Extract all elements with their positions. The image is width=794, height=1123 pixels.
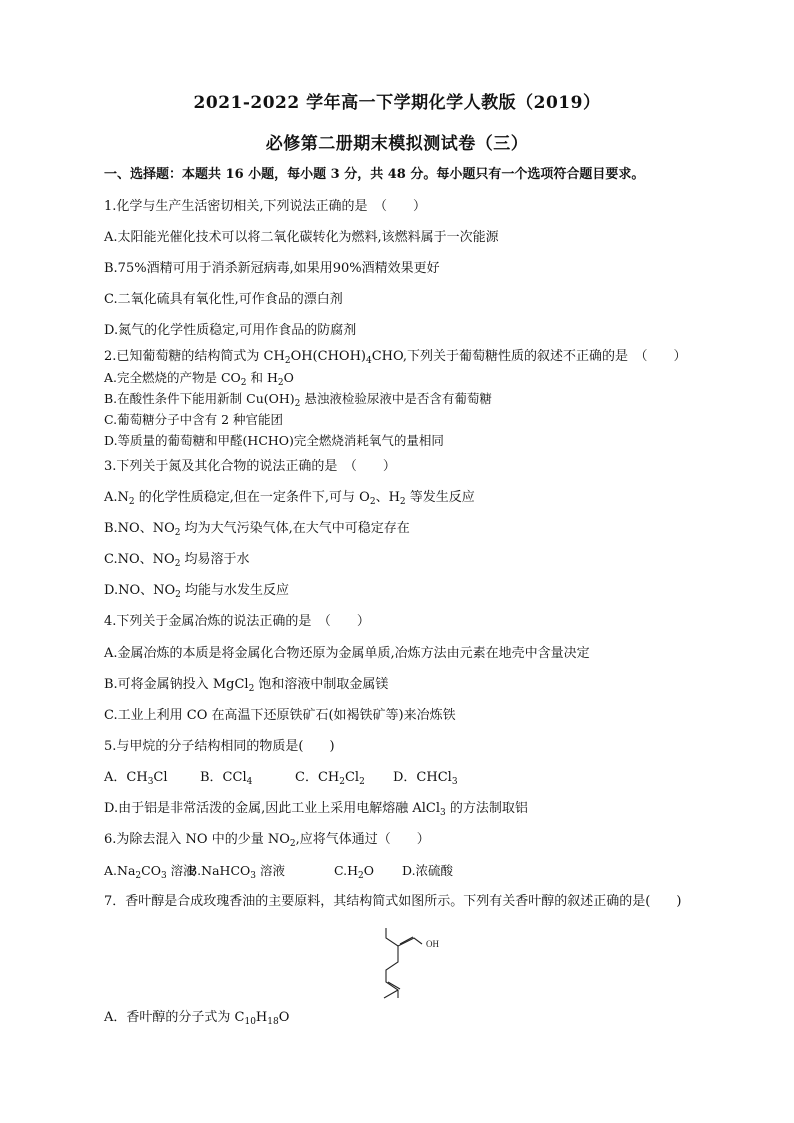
q1-stem: 1.化学与生产生活密切相关,下列说法正确的是 （ ）: [104, 199, 427, 214]
q6-option-d: D.浓硫酸: [402, 863, 454, 878]
q6-option-a: $A.Na_2CO_3$ 溶液: [104, 863, 196, 881]
q7-option-a: A．香叶醇的分子式为 $C_{10}H_{18}O$: [104, 1010, 290, 1027]
q5-option-d: D．CHCl$_3$: [393, 770, 458, 787]
q4-option-b: B.可将金属钠投入 MgCl$_2$ 饱和溶液中制取金属镁: [104, 677, 389, 694]
skeletal-bond-methyl: [384, 990, 398, 998]
q1-option-a: A.太阳能光催化技术可以将二氧化碳转化为燃料,该燃料属于一次能源: [104, 230, 499, 245]
skeletal-bonds-chain: [386, 946, 398, 998]
q3-stem: 3.下列关于氮及其化合物的说法正确的是 （ ）: [104, 459, 396, 474]
q5-option-c: C．$CH_2Cl_2$: [295, 770, 365, 787]
q1-option-b: B.75%酒精可用于消杀新冠病毒,如果用90%酒精效果更好: [104, 261, 440, 276]
q5-options: [104, 770, 458, 786]
q1-option-d: D.氮气的化学性质稳定,可用作食品的防腐剂: [104, 323, 357, 338]
exam-title-line1: 2021-2022 学年高一下学期化学人教版（2019）: [193, 93, 601, 113]
q6-option-c: $C.H_2O$: [334, 863, 374, 881]
q2-option-a: A.完全燃烧的产物是 $CO_2$ 和 $H_2O$: [104, 370, 294, 388]
geraniol-structure-diagram: [370, 922, 450, 1000]
exam-title-line2: 必修第二册期末模拟测试卷（三）: [265, 134, 529, 154]
q6-stem: 6.为除去混入 NO 中的少量 $NO_2$,应将气体通过（ ）: [104, 832, 430, 849]
q4-stem: 4.下列关于金属冶炼的说法正确的是 （ ）: [104, 614, 370, 629]
q6-option-b: B.NaHCO$_3$ 溶液: [188, 863, 285, 881]
q5-option-b: B．CCl$_4$: [200, 770, 253, 787]
q3-option-c: C.NO、$NO_2$ 均易溶于水: [104, 552, 250, 569]
q3-option-b: B.NO、$NO_2$ 均为大气污染气体,在大气中可稳定存在: [104, 521, 410, 538]
q6-options: [104, 863, 453, 879]
q3-option-d: D.NO、$NO_2$ 均能与水发生反应: [104, 583, 290, 600]
q4-option-c: C.工业上利用 CO 在高温下还原铁矿石(如褐铁矿等)来冶炼铁: [104, 708, 456, 723]
q5-stem: 5.与甲烷的分子结构相同的物质是( ): [104, 739, 335, 754]
q7-stem: 7．香叶醇是合成玫瑰香油的主要原料，其结构简式如图所示。下列有关香叶醇的叙述正确的是( ): [104, 894, 682, 909]
q2-option-d: D.等质量的葡萄糖和甲醛(HCHO)完全燃烧消耗氧气的量相同: [104, 433, 444, 448]
q5-option-a: A．$CH_3Cl$: [104, 770, 168, 787]
q2-option-c: C.葡萄糖分子中含有 2 种官能团: [104, 412, 283, 427]
q5-extra-option: D.由于铝是非常活泼的金属,因此工业上采用电解熔融 AlCl$_3$ 的方法制取铝: [104, 801, 528, 818]
q3-option-a: $A.N_2$ 的化学性质稳定,但在一定条件下,可与 $O_2$、$H_2$ 等发生反应: [104, 490, 475, 507]
q4-option-a: A.金属冶炼的本质是将金属化合物还原为金属单质,冶炼方法由元素在地壳中含量决定: [104, 646, 590, 661]
q2-stem: 2.已知葡萄糖的结构简式为 $CH_2OH(CHOH)_4CHO$,下列关于葡萄糖性质的叙述不正确的是 （ ）: [104, 349, 687, 366]
double-bond-line: [400, 937, 413, 944]
oh-label: OH: [426, 939, 439, 949]
skeletal-bonds-upper: [386, 928, 422, 946]
q2-option-b: B.在酸性条件下能用新制 $Cu(OH)_2$ 悬浊液检验尿液中是否含有葡萄糖: [104, 391, 492, 409]
q1-option-c: C.二氧化硫具有氧化性,可作食品的漂白剂: [104, 292, 343, 307]
section-heading: 一、选择题：本题共 16 小题，每小题 3 分，共 48 分。每小题只有一个选项符合题目要求。: [104, 167, 645, 182]
